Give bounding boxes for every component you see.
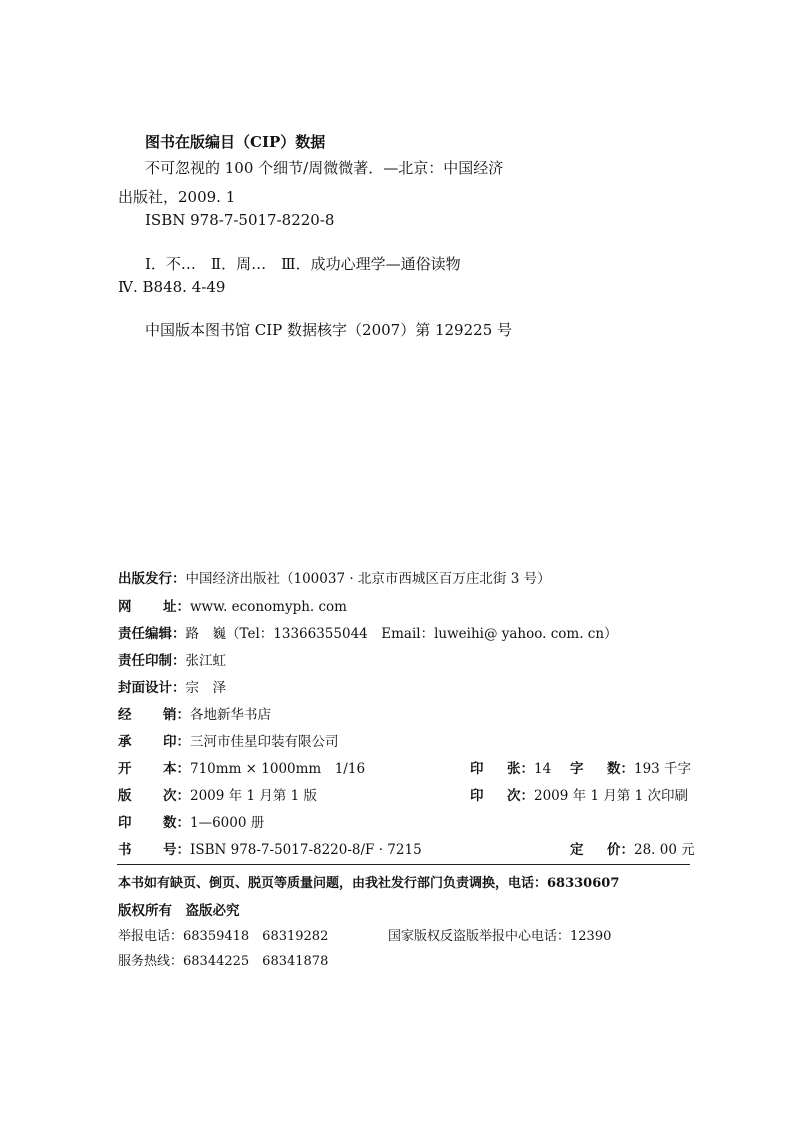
sheets-label: 印 张： <box>470 761 534 777</box>
website-value: www. economyph. com <box>190 599 347 615</box>
publisher-label: 出版发行： <box>118 571 186 587</box>
cip-classification-1: Ⅰ．不… Ⅱ．周… Ⅲ．成功心理学—通俗读物 <box>145 255 461 273</box>
book-number-value: ISBN 978-7-5017-8220-8/F · 7215 <box>190 842 422 858</box>
publisher-row <box>118 569 551 589</box>
cip-classification-2: Ⅳ. B848. 4-49 <box>118 278 226 296</box>
price-value: 28. 00 元 <box>634 842 695 858</box>
print-run-label: 印 数： <box>118 815 190 831</box>
divider <box>117 864 690 865</box>
words-value: 193 千字 <box>634 761 692 777</box>
words-field <box>570 759 691 779</box>
cip-line-1: 不可忽视的 100 个细节/周微微著．—北京：中国经济 <box>145 159 504 177</box>
report-phone: 举报电话：68359418 68319282 <box>118 929 329 944</box>
price-label: 定 价： <box>570 842 634 858</box>
book-number-label: 书 号： <box>118 842 190 858</box>
printer-value: 三河市佳星印装有限公司 <box>190 734 339 750</box>
printing-editor-label: 责任印制： <box>118 653 186 669</box>
sheets-field <box>470 759 551 779</box>
price-field <box>570 840 695 860</box>
print-run-value: 1—6000 册 <box>190 815 265 831</box>
editor-label: 责任编辑： <box>118 626 186 642</box>
quality-notice: 本书如有缺页、倒页、脱页等质量问题，由我社发行部门负责调换，电话：68330607 <box>118 876 620 891</box>
website-label: 网 址： <box>118 599 190 615</box>
website-row <box>118 597 347 617</box>
distributor-value: 各地新华书店 <box>190 707 271 723</box>
print-run-row <box>118 813 264 833</box>
words-label: 字 数： <box>570 761 634 777</box>
distributor-label: 经 销： <box>118 707 190 723</box>
impression-label: 印 次： <box>470 788 534 804</box>
impression-value: 2009 年 1 月第 1 次印刷 <box>534 788 688 804</box>
sheets-value: 14 <box>534 761 552 777</box>
cip-line-2: 出版社，2009. 1 <box>118 188 236 206</box>
cip-title: 图书在版编目（CIP）数据 <box>145 133 326 151</box>
rights-notice: 版权所有 盗版必究 <box>118 903 240 919</box>
printer-label: 承 印： <box>118 734 190 750</box>
printing-editor-row <box>118 651 226 671</box>
cip-isbn: ISBN 978-7-5017-8220-8 <box>145 211 335 229</box>
publisher-value: 中国经济出版社（100037 · 北京市西城区百万庄北街 3 号） <box>185 571 551 587</box>
format-label: 开 本： <box>118 761 190 777</box>
impression-field <box>470 786 688 806</box>
editor-row <box>118 624 618 644</box>
cover-design-label: 封面设计： <box>118 680 186 696</box>
cip-record-number: 中国版本图书馆 CIP 数据核字（2007）第 129225 号 <box>145 321 513 339</box>
format-value: 710mm × 1000mm 1/16 <box>190 761 366 777</box>
edition-row <box>118 786 317 806</box>
cover-design-value: 宗 泽 <box>185 680 226 696</box>
service-hotline: 服务热线：68344225 68341878 <box>118 954 329 969</box>
cover-design-row <box>118 678 226 698</box>
format-row <box>118 759 365 779</box>
editor-value: 路 巍（Tel：13366355044 Email：luweihi@ yahoo. com. cn） <box>185 626 618 642</box>
distributor-row <box>118 705 271 725</box>
printer-row <box>118 732 339 752</box>
edition-label: 版 次： <box>118 788 190 804</box>
national-report-phone: 国家版权反盗版举报中心电话：12390 <box>388 929 612 944</box>
printing-editor-value: 张江虹 <box>185 653 226 669</box>
edition-value: 2009 年 1 月第 1 版 <box>190 788 317 804</box>
book-number-row <box>118 840 422 860</box>
